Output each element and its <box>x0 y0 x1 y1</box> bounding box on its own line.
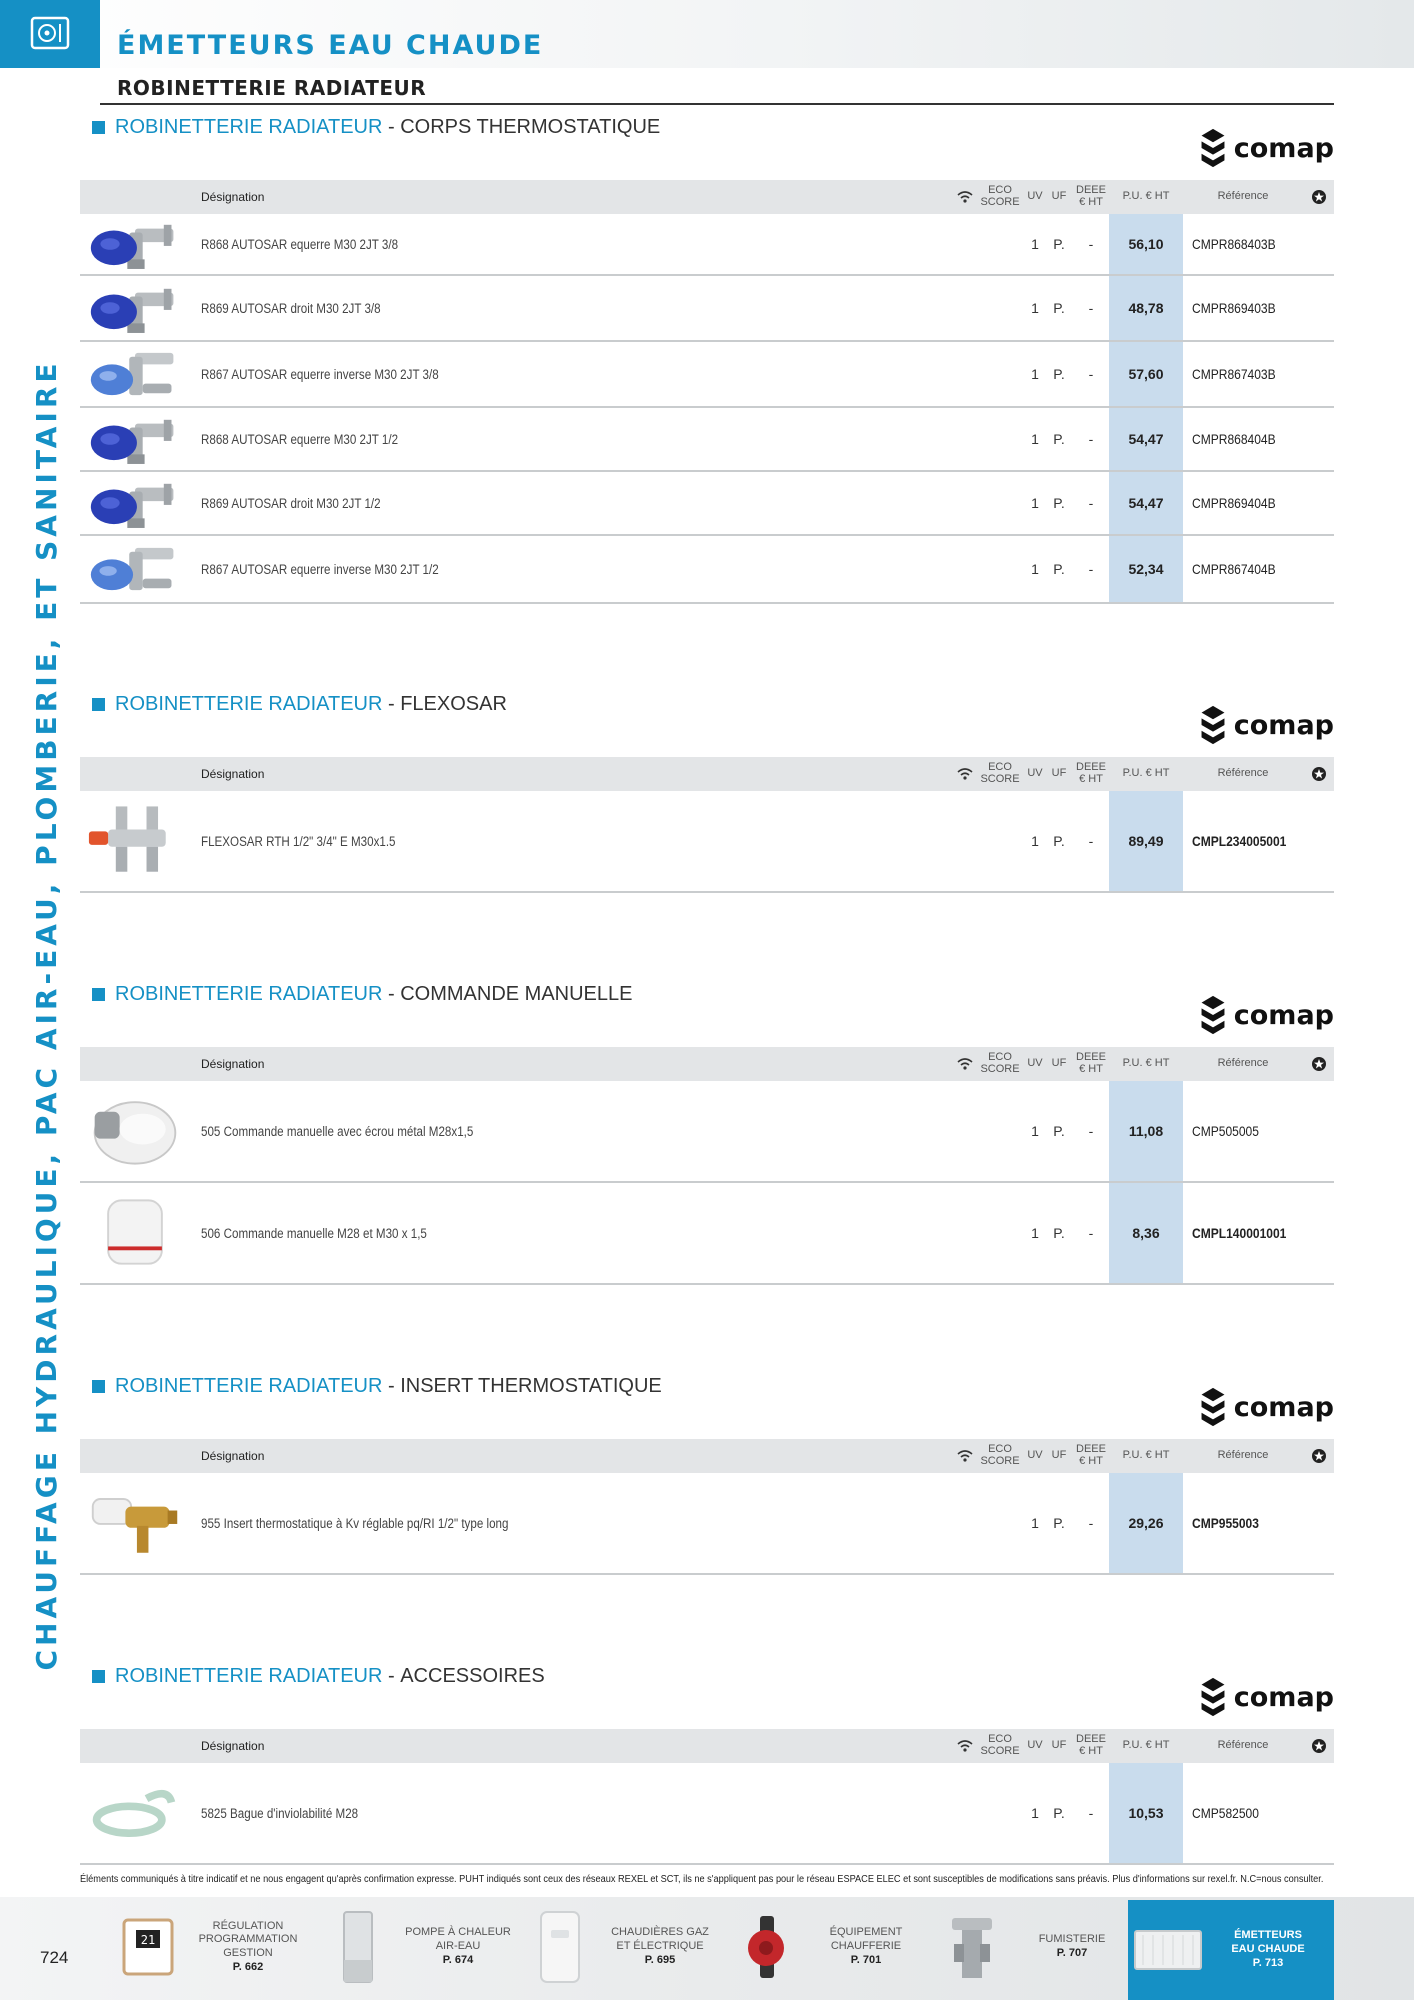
product-image <box>80 536 190 602</box>
section-title: ROBINETTERIE RADIATEUR - ACCESSOIRES <box>92 1665 545 1688</box>
section-title: ROBINETTERIE RADIATEUR - COMMANDE MANUELLE <box>92 983 632 1006</box>
settings-icon <box>1303 1729 1334 1763</box>
product-row[interactable]: R867 AUTOSAR equerre inverse M30 2JT 3/8 1 P. - 57,60 CMPR867403B <box>80 342 1334 408</box>
product-row[interactable]: FLEXOSAR RTH 1/2" 3/4" E M30x1.5 1 P. - 89,49 CMPL234005001 <box>80 791 1334 893</box>
comap-mark-icon <box>1198 704 1228 746</box>
product-row[interactable]: R869 AUTOSAR droit M30 2JT 1/2 1 P. - 54,47 CMPR869404B <box>80 472 1334 536</box>
comap-logo: comap <box>1184 993 1334 1037</box>
section-accessoires <box>80 1665 1334 1869</box>
header-divider <box>100 103 1334 105</box>
nav-regulation[interactable]: 21 RÉGULATION PROGRAMMATION GESTION P. 662 <box>108 1902 308 1992</box>
table-header: Désignation ECO SCORE UV UF DEEE € HT P.U. € HT Référence <box>80 1729 1334 1763</box>
product-row[interactable]: R868 AUTOSAR equerre M30 2JT 3/8 1 P. - 56,10 CMPR868403B <box>80 214 1334 276</box>
bullet-square-icon <box>92 698 105 711</box>
table-header: Désignation ECO SCORE UV UF DEEE € HT P.U. € HT Référence <box>80 1439 1334 1473</box>
settings-icon <box>1303 180 1334 214</box>
product-image <box>80 276 190 340</box>
boiler-icon <box>520 1907 600 1987</box>
product-row[interactable]: 955 Insert thermostatique à Kv réglable pq/RI 1/2" type long 1 P. - 29,26 CMP955003 <box>80 1473 1334 1575</box>
product-image <box>80 791 190 891</box>
wifi-icon <box>953 180 977 214</box>
section-title: ROBINETTERIE RADIATEUR - INSERT THERMOSTATIQUE <box>92 1375 662 1398</box>
settings-icon <box>1303 1047 1334 1081</box>
nav-chaudieres[interactable]: CHAUDIÈRES GAZ ET ÉLECTRIQUE P. 695 <box>520 1902 720 1992</box>
product-row[interactable]: 505 Commande manuelle avec écrou métal M28x1,5 1 P. - 11,08 CMP505005 <box>80 1081 1334 1183</box>
section-commande-manuelle <box>80 983 1334 1287</box>
product-image <box>80 342 190 406</box>
table-header: Désignation ECO SCORE UV UF DEEE € HT P.U. € HT Référence <box>80 180 1334 214</box>
comap-mark-icon <box>1198 1676 1228 1718</box>
product-row[interactable]: R868 AUTOSAR equerre M30 2JT 1/2 1 P. - 54,47 CMPR868404B <box>80 408 1334 472</box>
nav-fumisterie[interactable]: FUMISTERIE P. 707 <box>932 1902 1132 1992</box>
comap-logo: comap <box>1184 126 1334 170</box>
bullet-square-icon <box>92 1670 105 1683</box>
bullet-square-icon <box>92 988 105 1001</box>
circulator-pump-icon <box>726 1907 806 1987</box>
product-image <box>80 1763 190 1863</box>
product-row[interactable]: R867 AUTOSAR equerre inverse M30 2JT 1/2 1 P. - 52,34 CMPR867404B <box>80 536 1334 604</box>
flue-pipe-icon <box>932 1907 1012 1987</box>
page-title: ÉMETTEURS EAU CHAUDE <box>117 30 544 61</box>
wifi-icon <box>953 757 977 791</box>
section-title: ROBINETTERIE RADIATEUR - CORPS THERMOSTATIQUE <box>92 116 660 139</box>
bullet-square-icon <box>92 121 105 134</box>
comap-mark-icon <box>1198 994 1228 1036</box>
svg-text:21: 21 <box>140 1933 156 1947</box>
table-header: Désignation ECO SCORE UV UF DEEE € HT P.U. € HT Référence <box>80 757 1334 791</box>
settings-icon <box>1303 757 1334 791</box>
category-icon-box <box>0 0 100 68</box>
wifi-icon <box>953 1439 977 1473</box>
product-image <box>80 1081 190 1181</box>
thermostat-icon <box>108 1907 188 1987</box>
comap-logo: comap <box>1184 703 1334 747</box>
side-category-label: CHAUFFAGE HYDRAULIQUE, PAC AIR-EAU, PLOMBERIE, ET SANITAIRE <box>29 359 63 1671</box>
table-header: Désignation ECO SCORE UV UF DEEE € HT P.U. € HT Référence <box>80 1047 1334 1081</box>
product-image <box>80 472 190 534</box>
section-insert-thermostatique <box>80 1375 1334 1579</box>
comap-mark-icon <box>1198 1386 1228 1428</box>
bullet-square-icon <box>92 1380 105 1393</box>
comap-logo: comap <box>1184 1675 1334 1719</box>
product-row[interactable]: 506 Commande manuelle M28 et M30 x 1,5 1 P. - 8,36 CMPL140001001 <box>80 1183 1334 1285</box>
section-flexosar <box>80 693 1334 897</box>
page-subtitle: ROBINETTERIE RADIATEUR <box>117 76 427 100</box>
section-title: ROBINETTERIE RADIATEUR - FLEXOSAR <box>92 693 507 716</box>
nav-pompe-chaleur[interactable]: POMPE À CHALEUR AIR-EAU P. 674 <box>318 1902 518 1992</box>
product-row[interactable]: 5825 Bague d'inviolabilité M28 1 P. - 10,53 CMP582500 <box>80 1763 1334 1865</box>
product-row[interactable]: R869 AUTOSAR droit M30 2JT 3/8 1 P. - 48,78 CMPR869403B <box>80 276 1334 342</box>
comap-mark-icon <box>1198 127 1228 169</box>
wifi-icon <box>953 1047 977 1081</box>
radiator-icon <box>30 16 70 52</box>
product-image <box>80 1183 190 1283</box>
section-corps-thermostatique <box>80 116 1334 606</box>
nav-emetteurs-active[interactable]: ÉMETTEURS EAU CHAUDE P. 713 <box>1128 1900 1334 2000</box>
wifi-icon <box>953 1729 977 1763</box>
legal-footnote: Éléments communiqués à titre indicatif et ne nous engagent qu'après confirmation expresse. PUHT indiqués sont ceux des réseaux REXEL et SCT, ils ne s'appliquent pas pour le réseau ESPACE ELEC et sont susceptibles de modifications sans préavis. Plus d'informations sur rexel.fr. N.C=nous consulter. <box>80 1874 1324 1885</box>
comap-logo: comap <box>1184 1385 1334 1429</box>
nav-equipement-chaufferie[interactable]: ÉQUIPEMENT CHAUFFERIE P. 701 <box>726 1902 926 1992</box>
product-image <box>80 1473 190 1573</box>
product-image <box>80 408 190 470</box>
page-number: 724 <box>40 1948 69 1967</box>
settings-icon <box>1303 1439 1334 1473</box>
radiator-panel-icon <box>1128 1910 1208 1990</box>
heat-pump-icon <box>318 1907 398 1987</box>
product-image <box>80 214 190 274</box>
